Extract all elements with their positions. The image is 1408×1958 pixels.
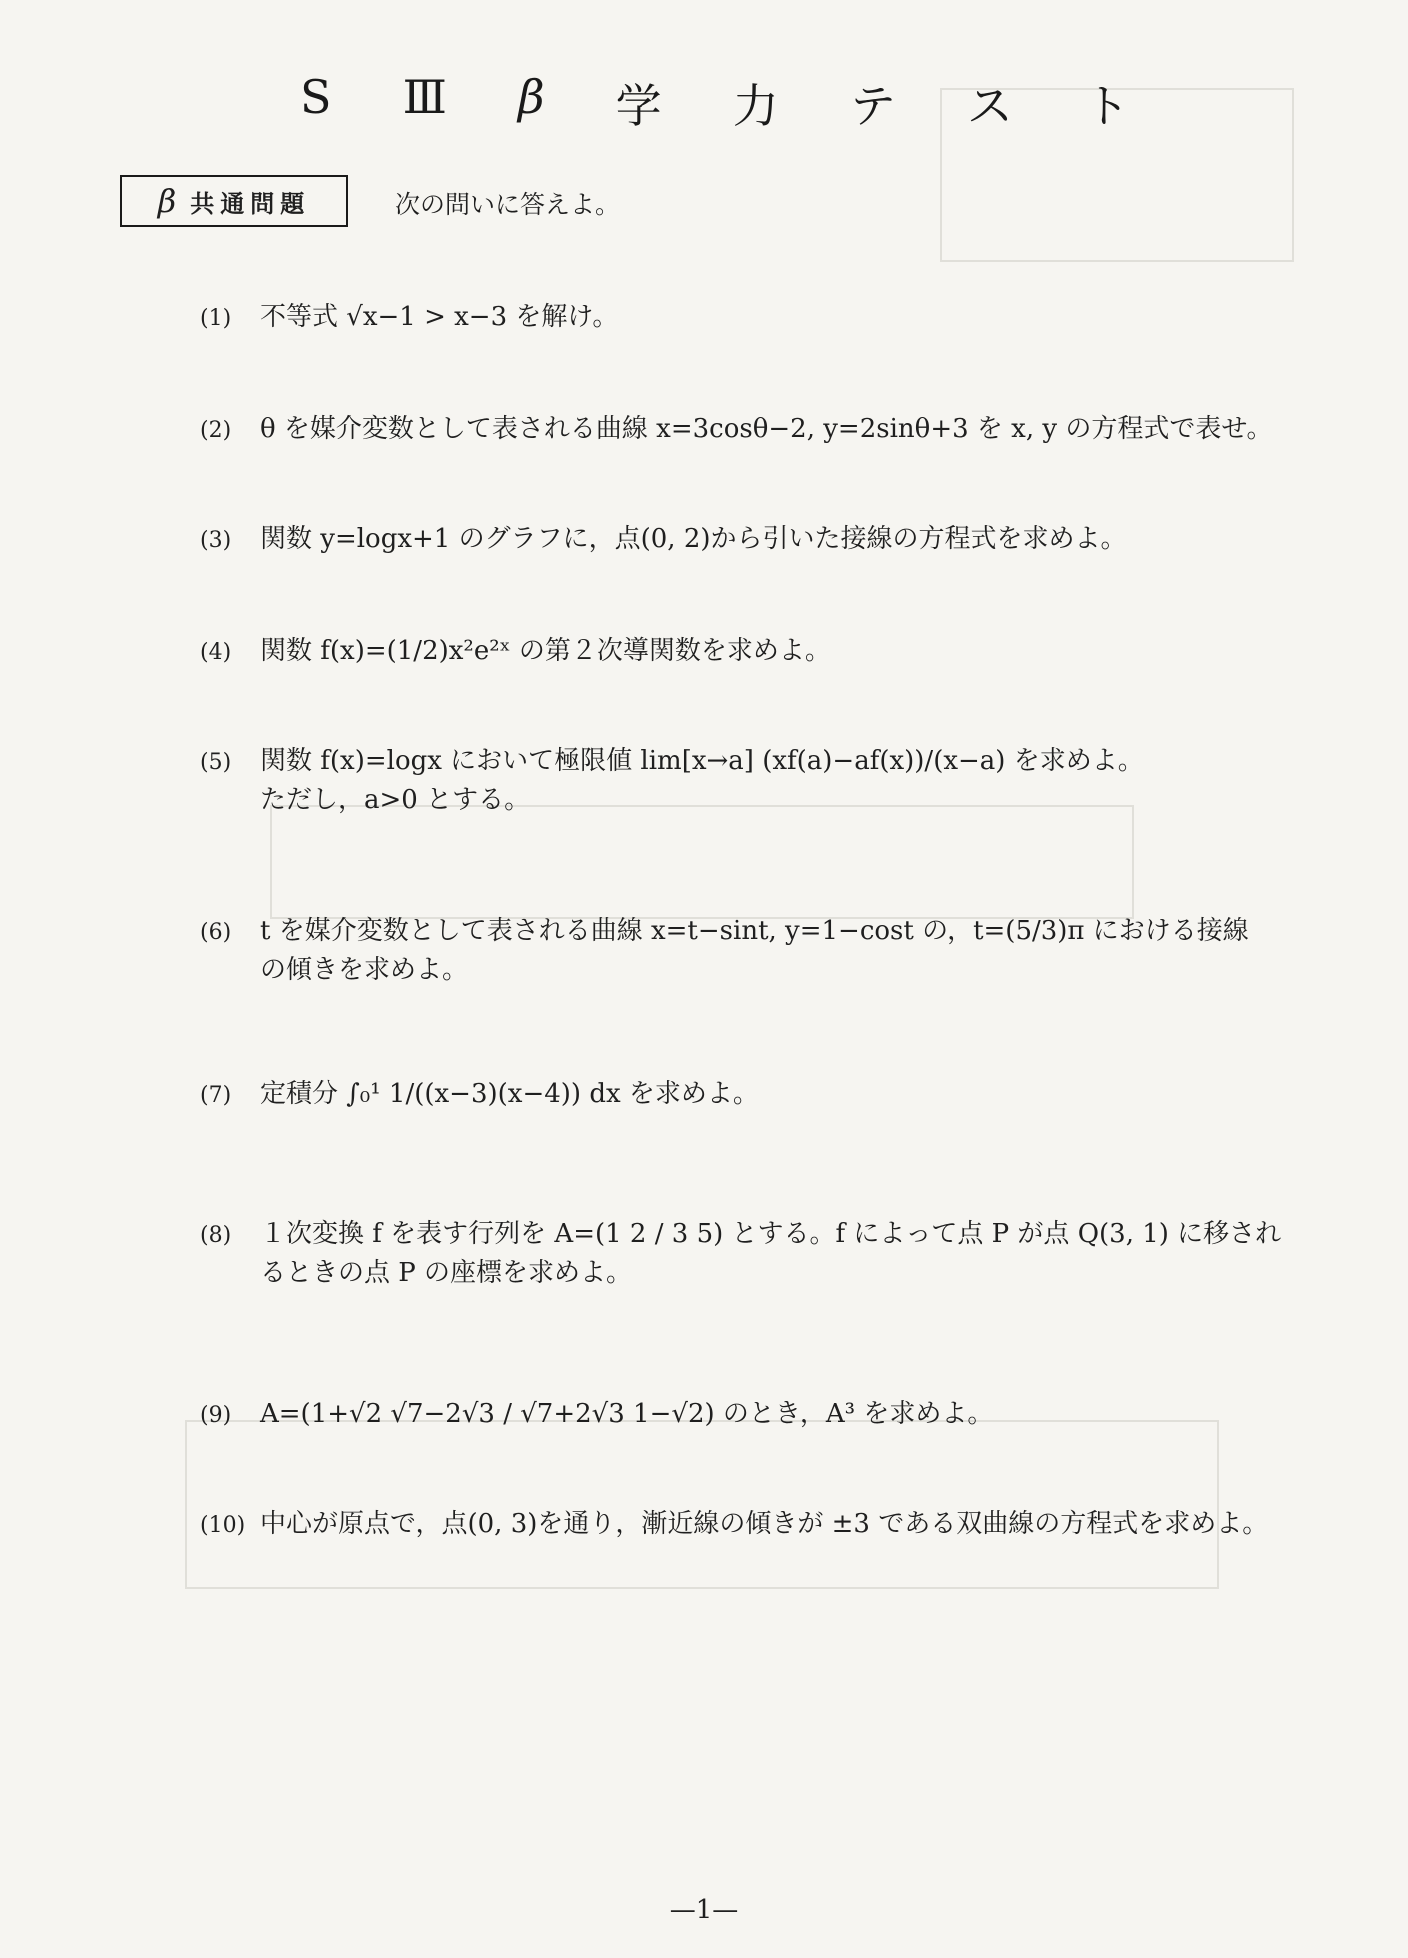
section-beta: β	[157, 182, 177, 220]
title-char: β	[518, 70, 545, 124]
question-text: １次変換 f を表す行列を A=(1 2 / 3 5) とする。f によって点 P が点 Q(3, 1) に移され	[260, 1219, 1282, 1249]
question-7	[200, 1075, 1300, 1114]
question-number: (6)	[200, 920, 232, 945]
section-header-box	[120, 175, 348, 227]
title-char: 学	[615, 79, 662, 133]
page-number: —1—	[669, 1895, 739, 1925]
question-5	[200, 742, 1300, 820]
question-text: 関数 f(x)=(1/2)x²e²ˣ の第２次導関数を求めよ。	[260, 636, 831, 666]
instruction-text: 次の問いに答えよ。	[395, 190, 621, 219]
section-label: 共通問題	[190, 189, 311, 218]
question-2	[200, 410, 1300, 449]
question-4	[200, 632, 1300, 671]
title-char: 力	[732, 79, 779, 133]
question-text: 不等式 √x−1 > x−3 を解け。	[260, 302, 619, 332]
question-1	[200, 298, 1300, 337]
question-number: (4)	[200, 640, 232, 665]
title-char: ス	[966, 79, 1013, 133]
title-char: ト	[1083, 79, 1130, 133]
question-text-continued: ただし，a>0 とする。	[260, 785, 531, 815]
question-number: (1)	[200, 306, 232, 331]
question-number: (8)	[200, 1223, 232, 1248]
title-char: S	[300, 70, 332, 124]
question-text-continued: の傾きを求めよ。	[260, 955, 469, 985]
question-8	[200, 1215, 1300, 1293]
question-number: (7)	[200, 1083, 232, 1108]
title-char: テ	[849, 79, 896, 133]
question-number: (2)	[200, 418, 232, 443]
question-text: 関数 f(x)=logx において極限値 lim[x→a] (xf(a)−af(x))/(x−a) を求めよ。	[260, 746, 1144, 776]
question-text: t を媒介変数として表される曲線 x=t−sint, y=1−cost の，t=(5/3)π における接線	[260, 916, 1249, 946]
question-10	[200, 1505, 1300, 1544]
question-9	[200, 1395, 1300, 1434]
title-char: Ⅲ	[402, 70, 447, 124]
question-number: (5)	[200, 750, 232, 775]
bleed-through-table-frame	[270, 805, 1134, 919]
question-number: (3)	[200, 528, 232, 553]
question-text: A=(1+√2 √7−2√3 / √7+2√3 1−√2) のとき，A³ を求めよ。	[260, 1399, 994, 1429]
page-title	[300, 70, 1130, 136]
question-3	[200, 520, 1300, 559]
question-number: (10)	[200, 1513, 246, 1538]
question-text: 中心が原点で，点(0, 3)を通り，漸近線の傾きが ±3 である双曲線の方程式を求めよ。	[260, 1509, 1269, 1539]
question-6	[200, 912, 1300, 990]
question-text: θ を媒介変数として表される曲線 x=3cosθ−2, y=2sinθ+3 を x, y の方程式で表せ。	[260, 414, 1273, 444]
question-text: 関数 y=logx+1 のグラフに，点(0, 2)から引いた接線の方程式を求めよ。	[260, 524, 1127, 554]
question-number: (9)	[200, 1403, 232, 1428]
question-text: 定積分 ∫₀¹ 1/((x−3)(x−4)) dx を求めよ。	[260, 1079, 759, 1109]
question-text-continued: るときの点 P の座標を求めよ。	[260, 1258, 633, 1288]
